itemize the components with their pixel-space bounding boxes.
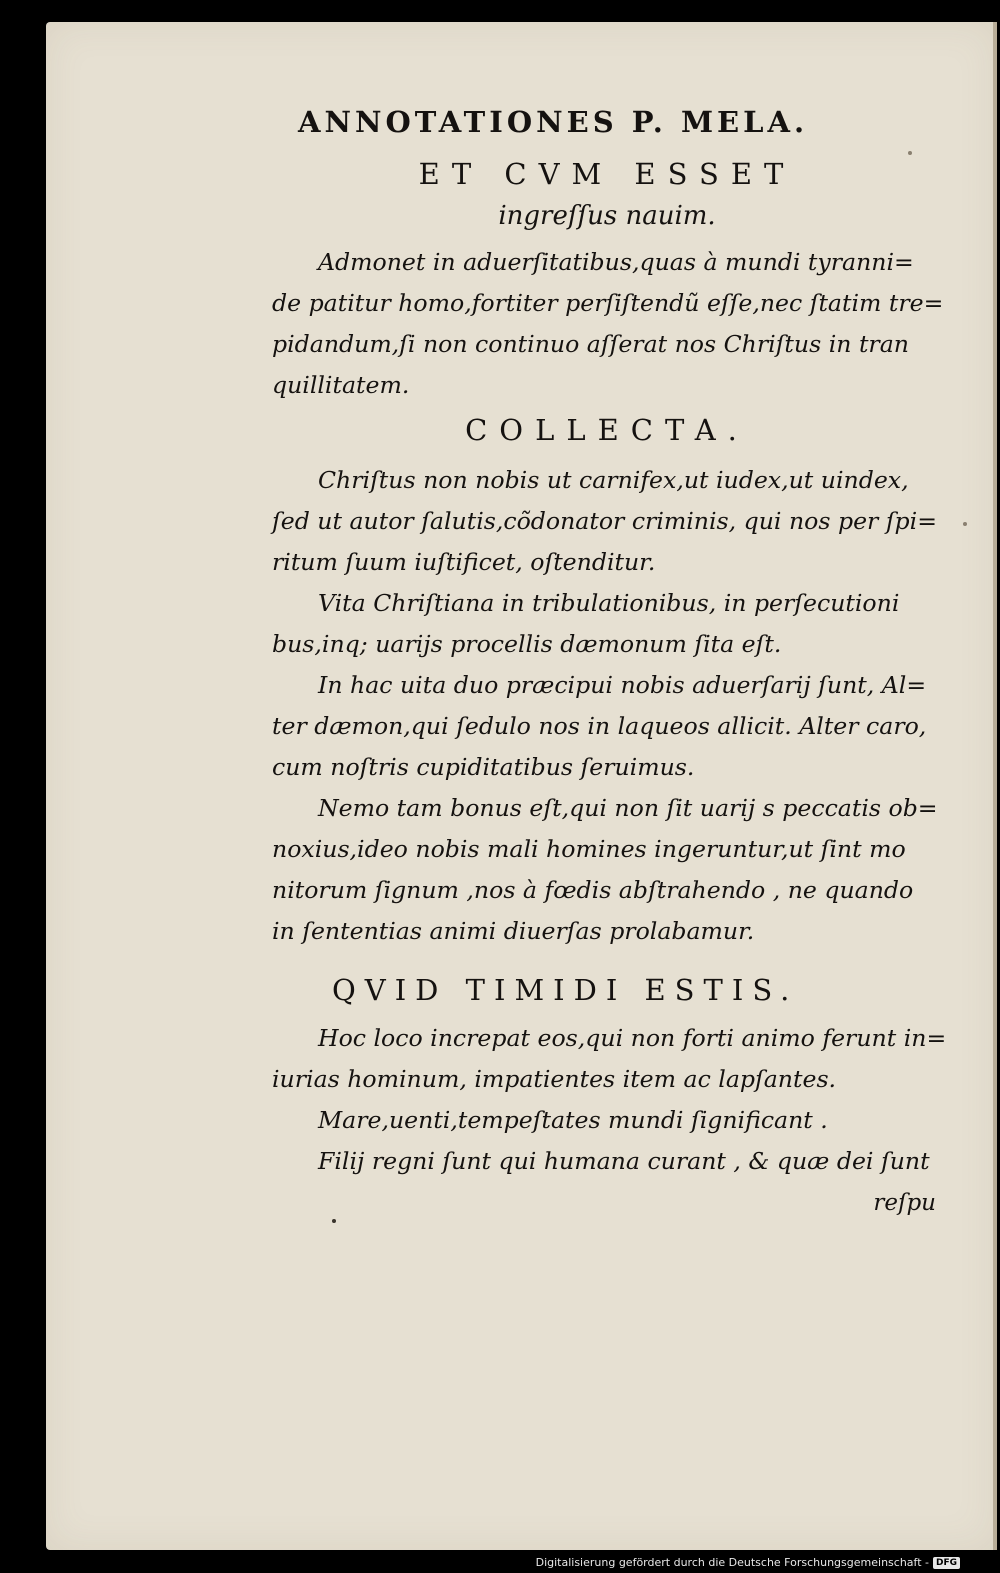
text-line: Nemo tam bonus eſt,qui non ſit uarij s peccatis ob= [318,794,938,822]
section-heading-collecta: COLLECTA. [465,413,749,447]
running-head: ANNOTATIONES P. MELA. [298,105,809,139]
paragraph [272,460,942,583]
text-line: bus,inq; uarijs procellis dæmonum ſita eſt. [272,630,782,658]
text-line: de patitur homo,fortiter perſiſtendũ eſſe,nec ſtatim tre= [272,289,944,317]
ink-speck [332,1219,336,1223]
text-line: Mare,uenti,tempeſtates mundi ſignificant . [318,1106,828,1134]
paragraph [272,1100,942,1141]
text-line: ter dæmon,qui ſedulo nos in laqueos allicit. Alter caro, [272,712,927,740]
text-line: in ſententias animi diuerſas prolabamur. [272,917,755,945]
ink-speck [908,151,912,155]
text-line: quillitatem. [272,371,410,399]
paragraph [272,1141,942,1182]
text-line: iurias hominum, impatientes item ac lapſantes. [272,1065,837,1093]
text-line: noxius,ideo nobis mali homines ingeruntur,ut ſint mo [272,835,906,863]
footer-text: Digitalisierung gefördert durch die Deutsche Forschungsgemeinschaft - [535,1556,929,1569]
paragraph [272,583,942,665]
paragraph [272,1018,947,1100]
text-line: In hac uita duo præcipui nobis aduerſarij ſunt, Al= [318,671,927,699]
page-text [272,100,947,1182]
text-line: pidandum,ſi non continuo aſſerat nos Chriſtus in tran [272,330,909,358]
page-edge [993,22,997,1550]
dfg-logo-icon: DFG [933,1557,960,1569]
text-line: ritum ſuum iuſtificet, oſtenditur. [272,548,656,576]
text-line: Chriſtus non nobis ut carnifex,ut iudex,ut uindex, [318,466,909,494]
catchword: reſpu [873,1190,936,1216]
digitization-credit [536,1556,960,1569]
text-line: Hoc loco increpat eos,qui non forti animo ferunt in= [318,1024,947,1052]
paragraph [272,788,942,952]
text-line: Filij regni ſunt qui humana curant , & quæ dei ſunt [318,1147,930,1175]
text-line: ſed ut autor ſalutis,cõdonator criminis, qui nos per ſpi= [272,507,937,535]
paragraph [272,242,942,406]
text-line: cum noſtris cupiditatibus ſeruimus. [272,753,695,781]
text-line: nitorum ſignum ,nos à fœdis abſtrahendo , ne quando [272,876,914,904]
ink-speck [963,522,967,526]
text-line: Vita Chriſtiana in tribulationibus, in perſecutioni [318,589,900,617]
text-line: Admonet in aduerſitatibus,quas à mundi tyranni= [318,248,914,276]
paragraph [272,665,942,788]
section-heading-et-cum-esset: ET CVM ESSET [418,157,796,191]
section-subheading: ingreſſus nauim. [498,201,716,231]
section-heading-quid-timidi-estis: QVID TIMIDI ESTIS. [332,973,799,1007]
